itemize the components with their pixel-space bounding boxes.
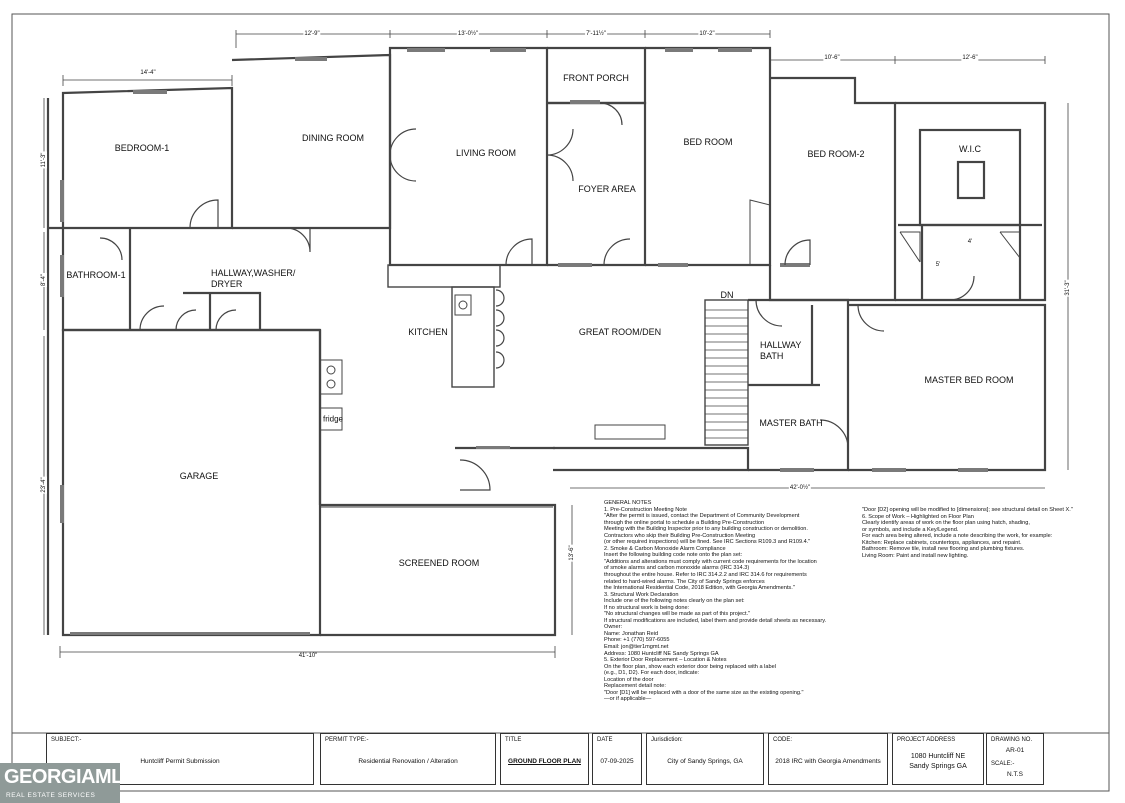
dim-garage-depth: 23'-4" <box>41 477 47 493</box>
note-line: Replacement detail note: <box>604 683 666 690</box>
dim-bedroom-width: 10'-2" <box>699 31 715 37</box>
dim-wic-width: 12'-6" <box>962 55 978 61</box>
georgia-mls-logo <box>0 763 136 803</box>
note-line: Address: 1080 Huntcliff NE Sandy Springs GA <box>604 650 719 657</box>
tb-address-line2: Sandy Springs GA <box>909 763 967 770</box>
room-dining: DINING ROOM <box>302 133 364 143</box>
dim-dining-width: 12'-9" <box>304 31 320 37</box>
tb-drawing-value: AR-01 <box>1005 747 1025 754</box>
note-line: 3. Structural Work Declaration <box>604 591 679 598</box>
dim-overall-right: 42'-0½" <box>789 485 811 491</box>
note-line: "After the permit is issued, contact the Department of Community Development <box>604 513 800 520</box>
general-notes-right <box>862 507 1102 559</box>
note-line: Living Room: Paint and install new lighting. <box>862 552 969 559</box>
dim-closet-width: 4' <box>967 239 973 245</box>
note-line: Bathroom: Remove tile, install new flooring and plumbing fixtures. <box>862 546 1025 553</box>
note-line: Location of the door <box>604 676 654 683</box>
tb-jurisdiction-value: City of Sandy Springs, GA <box>667 758 743 765</box>
note-line: Meeting with the Building Inspector prior to any building construction or demolition. <box>604 526 808 533</box>
note-line: GENERAL NOTES <box>604 500 652 506</box>
room-bed-room: BED ROOM <box>683 137 733 147</box>
tb-date <box>592 733 642 785</box>
room-front-porch: FRONT PORCH <box>563 73 629 83</box>
note-line: the International Residential Code, 2018 Edition, with Georgia Amendments." <box>604 585 795 592</box>
note-line: If structural modifications are included, label them and provide detail sheets as necessary. <box>604 617 827 624</box>
room-master-bath: MASTER BATH <box>759 418 823 428</box>
tb-date-value: 07-09-2025 <box>600 758 634 765</box>
room-garage: GARAGE <box>179 471 219 481</box>
room-living: LIVING ROOM <box>455 148 517 158</box>
tb-permit <box>320 733 496 785</box>
note-line: Owner: <box>604 624 623 631</box>
note-line: Kitchen: Replace cabinets, countertops, appliances, and repaint. <box>862 539 1022 546</box>
fridge-label: fridge <box>322 414 344 424</box>
note-line: 6. Scope of Work – Highlighted on Floor Plan <box>862 513 974 520</box>
dim-porch-width: 7'-11½" <box>586 31 606 37</box>
tb-title-value: GROUND FLOOR PLAN <box>508 758 581 765</box>
dim-living-width: 13'-0½" <box>457 31 479 37</box>
stair-treads <box>705 310 748 438</box>
note-line: (e.g., D1, D2). For each door, indicate: <box>604 670 700 677</box>
note-line: related to hard-wired alarms. The City of Sandy Springs enforces <box>604 578 765 585</box>
tb-code-label: CODE: <box>773 737 793 743</box>
room-great-room: GREAT ROOM/DEN <box>578 327 662 337</box>
tb-address-label: PROJECT ADDRESS <box>897 737 956 743</box>
tb-jurisdiction-label: Jurisdiction: <box>651 737 683 743</box>
tb-address-line1: 1080 Huntcliff NE <box>910 753 966 760</box>
room-hallway-bath: HALLWAY BATH <box>760 340 802 361</box>
tb-date-label: DATE <box>597 737 613 743</box>
fixtures <box>320 200 1020 439</box>
tb-subject-label: SUBJECT:- <box>51 737 82 743</box>
tb-title-label: TITLE <box>505 737 522 743</box>
room-bedroom-1: BEDROOM-1 <box>114 143 170 153</box>
note-line: Clearly identify areas of work on the floor plan using hatch, shading, <box>862 520 1030 527</box>
note-line: For each area being altered, include a note describing the work, for example: <box>862 533 1053 540</box>
note-line: Email: jon@tier1mgmt.net <box>604 644 669 651</box>
title-block <box>46 733 1107 786</box>
general-notes-left <box>604 500 854 703</box>
dim-overall-left: 41'-10" <box>298 653 318 659</box>
room-kitchen: KITCHEN <box>408 327 448 337</box>
tb-permit-value: Residential Renovation / Alteration <box>358 758 458 765</box>
note-line: "Door [D1] will be replaced with a door of the same size as the existing opening." <box>604 689 804 696</box>
room-foyer: FOYER AREA <box>578 184 636 194</box>
note-line: (or other required inspections) will be fined. See IRC Sections R109.3 and R109.4." <box>604 539 811 546</box>
tb-scale-value: N.T.S <box>1007 771 1023 778</box>
dim-bathroom1-depth: 8'-4" <box>41 274 47 286</box>
note-line: throughout the entire house. Refer to IRC 314.2.2 and IRC 314.6 for requirements <box>604 572 807 579</box>
note-line: Contractors who skip their Building Pre-Construction Meeting <box>604 532 756 539</box>
room-screened: SCREENED ROOM <box>398 558 480 568</box>
room-wic: W.I.C <box>959 144 981 154</box>
logo-sub-text: REAL ESTATE SERVICES <box>6 792 96 799</box>
tb-permit-label: PERMIT TYPE:- <box>325 737 369 743</box>
note-line: Name: Jonathan Reid <box>604 630 659 637</box>
room-bed-room-2: BED ROOM-2 <box>807 149 865 159</box>
room-master-bed: MASTER BED ROOM <box>924 375 1014 385</box>
note-line: of smoke alarms and carbon monoxide alarms (IRC 314.3) <box>604 565 750 572</box>
dim-bedroom2-width: 10'-6" <box>824 55 840 61</box>
dim-overall-depth: 31'-3" <box>1065 280 1071 296</box>
note-line: or symbols, and include a Key/Legend. <box>862 526 959 533</box>
room-bathroom-1: BATHROOM-1 <box>66 270 126 280</box>
note-line: Phone: +1 (770) 597-6055 <box>604 637 670 644</box>
stair-down-label: DN <box>720 290 734 300</box>
tb-drawing-label: DRAWING NO. <box>991 737 1033 743</box>
tb-drawing <box>986 733 1044 785</box>
dim-screened-depth: 13'-6" <box>569 545 575 561</box>
logo-main-text: GEORGIAMLS <box>4 766 136 788</box>
tb-scale-label: SCALE:- <box>991 761 1015 767</box>
tb-code <box>768 733 888 785</box>
tb-address <box>892 733 984 785</box>
dim-bedroom1-depth: 11'-3" <box>41 152 47 168</box>
note-line: "Door [D2] opening will be modified to [dimensions]; see structural detail on Sheet X." <box>862 507 1073 513</box>
note-line: "No structural changes will be made as part of this project." <box>604 611 751 618</box>
tb-code-value: 2018 IRC with Georgia Amendments <box>775 758 881 765</box>
note-line: 5. Exterior Door Replacement – Location & Notes <box>604 657 727 664</box>
dim-closet-depth: 5' <box>935 262 941 268</box>
tb-title <box>500 733 589 785</box>
note-line: Insert the following building code note onto the plan set: <box>604 552 743 559</box>
room-hallway-washer: HALLWAY,WASHER/ DRYER <box>211 268 296 289</box>
note-line: Include one of the following notes clearly on the plan set: <box>604 598 745 605</box>
dim-bedroom1-width: 14'-4" <box>140 70 156 76</box>
note-line: 1. Pre-Construction Meeting Note <box>604 506 688 513</box>
tb-subject-value: Huntcliff Permit Submission <box>140 758 220 765</box>
note-line: —or if applicable— <box>604 696 652 703</box>
note-line: "Additions and alterations must comply with current code requirements for the location <box>604 558 817 565</box>
note-line: through the online portal to schedule a Building Pre-Construction <box>604 519 765 526</box>
note-line: On the floor plan, show each exterior door being replaced with a label <box>604 663 776 670</box>
note-line: If no structural work is being done: <box>604 604 690 611</box>
note-line: 2. Smoke & Carbon Monoxide Alarm Compliance <box>604 545 726 552</box>
tb-jurisdiction <box>646 733 764 785</box>
